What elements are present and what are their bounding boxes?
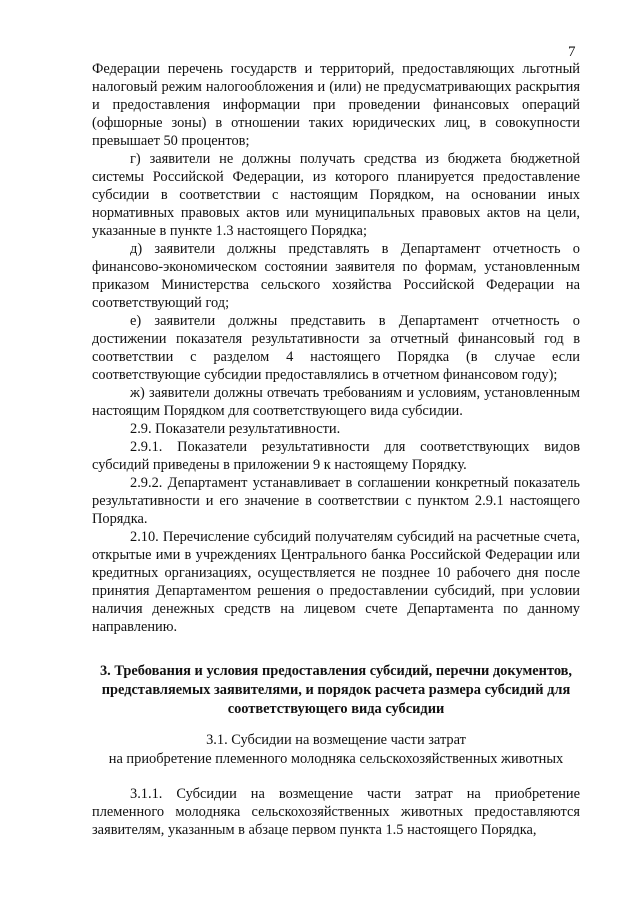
subsection-heading bbox=[92, 731, 580, 769]
paragraph: 2.9.2. Департамент устанавливает в соглашении конкретный показатель результативности и его значение в соответствии с пунктом 2.9.1 настоящего Порядка. bbox=[92, 475, 580, 527]
paragraph: г) заявители не должны получать средства из бюджета бюджетной системы Российской Федерации, из которого планируется предоставление субсидии в соответствии с настоящим Порядком, на основании иных нормативных правовых актов или муниципальных правовых актов на цели, указанные в пункте 1.3 настоящего Порядка; bbox=[92, 151, 580, 239]
paragraph: 3.1.1. Субсидии на возмещение части затрат на приобретение племенного молодняка сельскохозяйственных животных предоставляются заявителям, указанным в абзаце первом пункта 1.5 настоящего Порядка, bbox=[92, 786, 580, 838]
paragraph: д) заявители должны представлять в Департамент отчетность о финансово-экономическом состоянии заявителя по формам, установленным приказом Министерства сельского хозяйства Российской Федерации на соответствующий год; bbox=[92, 241, 580, 311]
paragraph: 2.9. Показатели результативности. bbox=[130, 421, 341, 437]
subsection-heading-line: на приобретение племенного молодняка сельскохозяйственных животных bbox=[108, 751, 564, 767]
paragraph: ж) заявители должны отвечать требованиям и условиям, установленным настоящим Порядком для соответствующего вида субсидии. bbox=[92, 385, 580, 419]
paragraph: Федерации перечень государств и территорий, предоставляющих льготный налоговый режим налогообложения и (или) не предусматривающих раскрытия и предоставления информации при проведении финансовых операций (офшорные зоны) в отношении таких юридических лиц, в совокупности превышает 50 процентов; bbox=[92, 61, 580, 149]
paragraph: е) заявители должны представить в Департамент отчетность о достижении показателя результативности за отчетный финансовый год в соответствии с разделом 4 настоящего Порядка (в случае если соответствующие субсидии предоставлялись в отчетном финансовом году); bbox=[92, 313, 580, 383]
spacer bbox=[92, 636, 580, 652]
section-heading: 3. Требования и условия предоставления субсидий, перечни документов, представляемых заявителями, и порядок расчета размера субсидий для соответствующего вида субсидии bbox=[99, 663, 573, 717]
paragraph: 2.9.1. Показатели результативности для соответствующих видов субсидий приведены в приложении 9 к настоящему Порядку. bbox=[92, 439, 580, 473]
subsection-heading-line: 3.1. Субсидии на возмещение части затрат bbox=[206, 732, 466, 748]
page-number: 7 bbox=[568, 44, 576, 60]
spacer bbox=[92, 769, 580, 785]
paragraph: 2.10. Перечисление субсидий получателям субсидий на расчетные счета, открытые ими в учреждениях Центрального банка Российской Федерации или кредитных организациях, осуществляется не позднее 10 рабочего дня после принятия Департаментом решения о предоставлении субсидий, при условии наличия денежных средств на лицевом счете Департамента по данному направлению. bbox=[92, 529, 580, 635]
document-body bbox=[92, 60, 580, 839]
